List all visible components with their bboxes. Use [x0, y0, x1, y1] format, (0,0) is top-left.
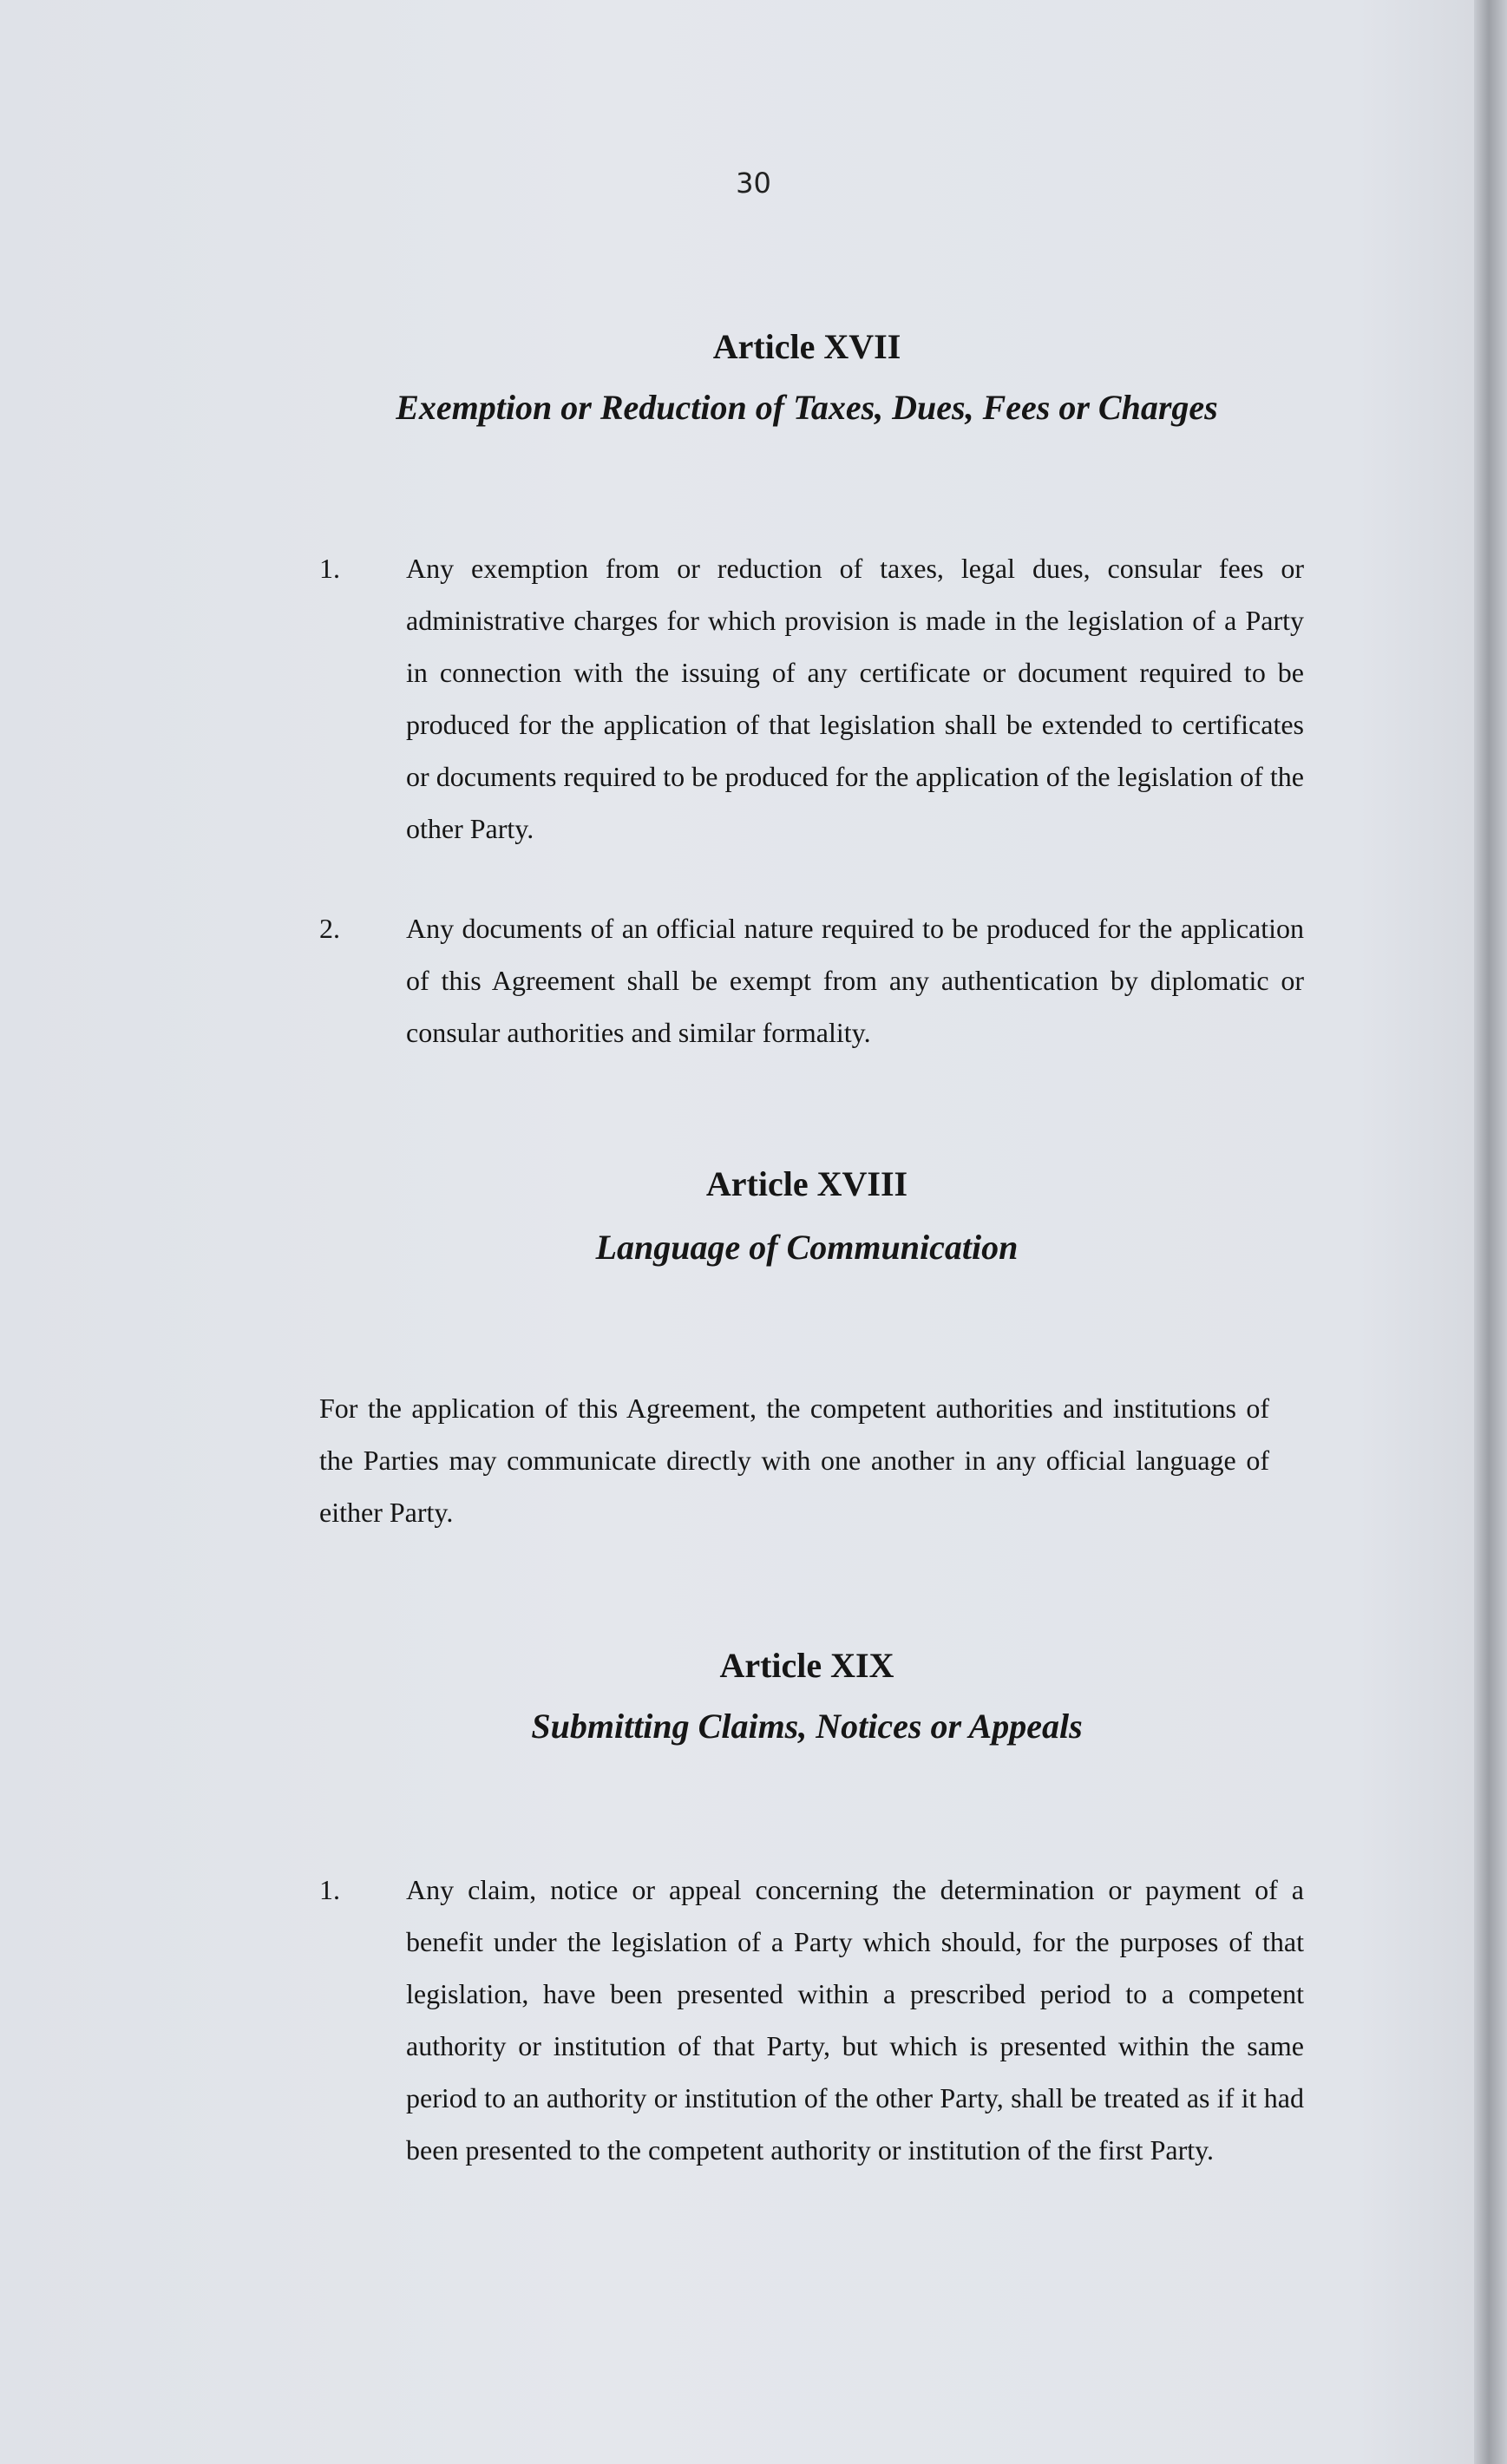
- article-xvii-heading: Article XVII: [712, 327, 901, 366]
- paragraph-text: Any exemption from or reduction of taxes, legal dues, consular fees or administrative charges for which provision is made in the legislation of a Party in connection with the issuing of any certificate or document required to be produced for the application of that legislation shall be extended to certificates or documents required to be produced for the application of the legislation of the other Party.: [406, 553, 1304, 844]
- article-xix-subheading: Submitting Claims, Notices or Appeals: [531, 1707, 1083, 1746]
- article-xvii-subheading: Exemption or Reduction of Taxes, Dues, Fees or Charges: [396, 388, 1218, 427]
- article-xix-heading: Article XIX: [719, 1646, 894, 1685]
- page-edge-shadow: [1474, 0, 1507, 2464]
- paragraph-number: 2.: [319, 913, 340, 944]
- paragraph-text: Any documents of an official nature required to be produced for the application of this Agreement shall be exempt from any authentication by diplomatic or consular authorities and similar formality.: [406, 913, 1304, 1048]
- article-xviii-subheading: Language of Communication: [595, 1228, 1019, 1267]
- article-xviii-heading: Article XVIII: [705, 1164, 908, 1203]
- paragraph-number: 1.: [319, 553, 340, 584]
- article-xviii-body: For the application of this Agreement, the competent authorities and institutions of the Parties may communicate directly with one another in any official language of either Party.: [319, 1393, 1269, 1528]
- paragraph-number: 1.: [319, 1874, 340, 1905]
- paragraph-text: Any claim, notice or appeal concerning the determination or payment of a benefit under the legislation of a Party which should, for the purposes of that legislation, have been presented within a prescribed period to a competent authority or institution of that Party, but which is presented within the same period to an authority or institution of the other Party, shall be treated as if it had been presented to the competent authority or institution of the first Party.: [406, 1874, 1304, 2166]
- page-number: 30: [736, 167, 771, 200]
